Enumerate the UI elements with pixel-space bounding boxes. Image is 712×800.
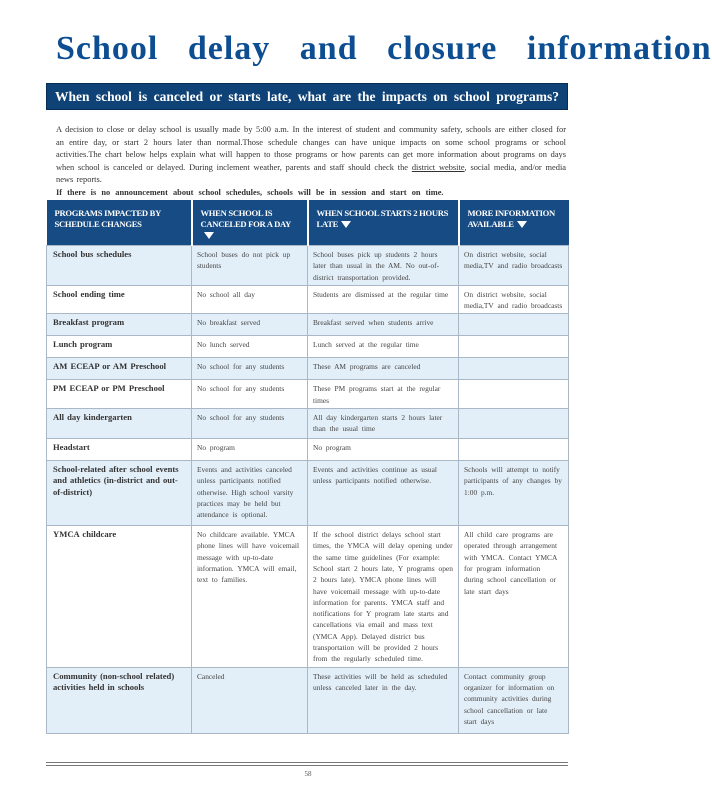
table-header-row [47, 200, 569, 246]
canceled-impact: No program [192, 439, 308, 461]
more-info [459, 358, 569, 380]
table-row [47, 336, 569, 358]
more-info: On district website, social media,TV and radio broadcasts [459, 285, 569, 314]
page-title: School delay and closure information [56, 30, 712, 67]
canceled-impact: No school all day [192, 285, 308, 314]
more-info [459, 314, 569, 336]
table-row [47, 285, 569, 314]
late-start-impact: Events and activities continue as usual unless participants notified otherwise. [308, 461, 459, 526]
canceled-impact: No lunch served [192, 336, 308, 358]
more-info: Contact community group organizer for information on community activities during school cancellation or late start days [459, 667, 569, 733]
intro-text-end: , social media, and/or media news reports. [56, 162, 566, 185]
canceled-impact: Events and activities canceled unless participants notified otherwise. High school varsity practices may be held but attendance is optional. [192, 461, 308, 526]
section-banner: When school is canceled or starts late, what are the impacts on school programs? [46, 83, 568, 110]
late-start-impact: Lunch served at the regular time [308, 336, 459, 358]
late-start-impact: School buses pick up students 2 hours later than usual in the AM. No out-of-district transportation provided. [308, 246, 459, 286]
more-info: On district website, social media,TV and radio broadcasts [459, 246, 569, 286]
table-row [47, 667, 569, 733]
table-row [47, 314, 569, 336]
late-start-impact: These AM programs are canceled [308, 358, 459, 380]
intro-text: A decision to close or delay school is usually made by 5:00 a.m. In the interest of student and community safety, schools are either closed for an entire day, or start 2 hours later than normal.Those schedule changes can have unique impacts on some school programs or school activities.The chart below helps explain what will happen to those programs or how parents can get more information about programs on days when school is canceled or delayed. During inclement weather, parents and staff should check the [56, 125, 566, 172]
more-info [459, 336, 569, 358]
intro-paragraph [56, 124, 566, 200]
canceled-impact: No school for any students [192, 409, 308, 439]
table-row [47, 409, 569, 439]
program-name: Lunch program [47, 336, 192, 358]
more-info [459, 439, 569, 461]
late-start-impact: If the school district delays school start times, the YMCA will delay opening under the same time guidelines (For example: School start 2 hours late, Y programs open 2 hours late). YMCA phone lines will have voicemail message with up-to-date information for parents. YMCA staff and notifications for Y program late starts and cancellations via email and mass text (YMCA App). Delayed district bus transportation will be provided 2 hours from the regularly scheduled time. [308, 526, 459, 668]
program-name: Breakfast program [47, 314, 192, 336]
program-name: AM ECEAP or AM Preschool [47, 358, 192, 380]
triangle-down-icon [341, 221, 351, 228]
canceled-impact: No school for any students [192, 380, 308, 409]
triangle-down-icon [517, 221, 527, 228]
program-impacts-table [46, 200, 569, 734]
canceled-impact: No breakfast served [192, 314, 308, 336]
more-info [459, 380, 569, 409]
announcement-note: If there is no announcement about school schedules, schools will be in session and start on time. [56, 187, 444, 197]
late-start-impact: All day kindergarten starts 2 hours later than the usual time [308, 409, 459, 439]
more-info [459, 409, 569, 439]
program-name: School-related after school events and athletics (in-district and out-of-district) [47, 461, 192, 526]
late-start-impact: No program [308, 439, 459, 461]
program-name: School ending time [47, 285, 192, 314]
header-late-start: WHEN SCHOOL STARTS 2 HOURS LATE [308, 200, 459, 246]
footer-rule [46, 762, 568, 763]
more-info: All child care programs are operated through arrangement with YMCA. Contact YMCA for program information during school cancellation or late start days [459, 526, 569, 668]
district-website-link[interactable]: district website [411, 162, 465, 172]
canceled-impact: School buses do not pick up students [192, 246, 308, 286]
program-name: PM ECEAP or PM Preschool [47, 380, 192, 409]
table-row [47, 358, 569, 380]
table-row [47, 380, 569, 409]
header-programs: PROGRAMS IMPACTED BY SCHEDULE CHANGES [47, 200, 192, 246]
program-name: All day kindergarten [47, 409, 192, 439]
table-row [47, 439, 569, 461]
table-row [47, 461, 569, 526]
header-canceled: WHEN SCHOOL IS CANCELED FOR A DAY [192, 200, 308, 246]
table-row [47, 526, 569, 668]
canceled-impact: Canceled [192, 667, 308, 733]
header-more-info: MORE INFORMATION AVAILABLE [459, 200, 569, 246]
program-name: Headstart [47, 439, 192, 461]
table-row [47, 246, 569, 286]
program-name: Community (non-school related) activities held in schools [47, 667, 192, 733]
program-name: YMCA childcare [47, 526, 192, 668]
canceled-impact: No childcare available. YMCA phone lines will have voicemail message with up-to-date information. YMCA will email, text to families. [192, 526, 308, 668]
page-number: 58 [304, 770, 312, 778]
program-name: School bus schedules [47, 246, 192, 286]
late-start-impact: These PM programs start at the regular times [308, 380, 459, 409]
late-start-impact: These activities will be held as scheduled unless canceled later in the day. [308, 667, 459, 733]
footer-rule [46, 765, 568, 766]
late-start-impact: Students are dismissed at the regular time [308, 285, 459, 314]
late-start-impact: Breakfast served when students arrive [308, 314, 459, 336]
more-info: Schools will attempt to notify participants of any changes by 1:00 p.m. [459, 461, 569, 526]
canceled-impact: No school for any students [192, 358, 308, 380]
triangle-down-icon [204, 232, 214, 239]
